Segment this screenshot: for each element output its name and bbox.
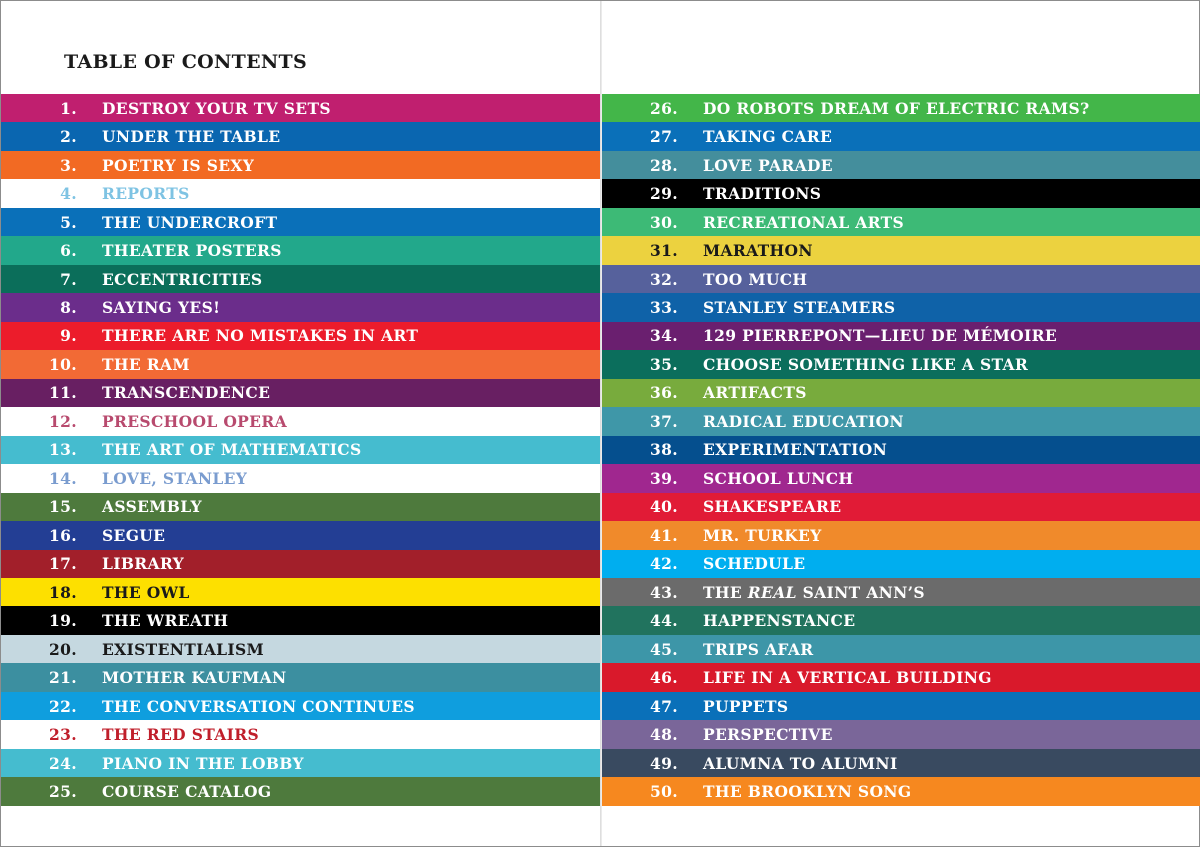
toc-entry (1, 379, 600, 407)
toc-entry (1, 94, 600, 122)
toc-entry-title: PIANO IN THE LOBBY (102, 753, 304, 773)
toc-entry (1, 464, 600, 492)
toc-column-left (1, 94, 600, 806)
toc-entry (602, 94, 1200, 122)
toc-entry (602, 208, 1200, 236)
toc-entry-number: 26. (649, 98, 678, 118)
toc-entry-title: THEATER POSTERS (102, 241, 282, 261)
toc-entry-number: 14. (48, 468, 77, 488)
toc-entry-title: LIBRARY (102, 554, 185, 574)
toc-entry-number: 3. (60, 155, 77, 175)
toc-entry-number: 21. (48, 668, 77, 688)
toc-entry (602, 493, 1200, 521)
toc-entry (1, 521, 600, 549)
toc-entry (602, 265, 1200, 293)
toc-entry (1, 151, 600, 179)
toc-entry (602, 236, 1200, 264)
toc-entry-number: 24. (48, 753, 77, 773)
toc-entry-number: 7. (60, 269, 77, 289)
toc-entry-number: 15. (48, 497, 77, 517)
toc-entry-number: 4. (60, 184, 77, 204)
toc-entry (602, 692, 1200, 720)
toc-entry-title: ARTIFACTS (703, 383, 807, 403)
toc-entry-number: 41. (649, 525, 678, 545)
toc-entry-title-part: SAINT ANN’S (796, 582, 925, 602)
toc-entry-number: 30. (649, 212, 678, 232)
toc-entry-number: 50. (649, 781, 678, 801)
toc-entry (1, 436, 600, 464)
toc-entry-number: 42. (649, 554, 678, 574)
toc-entry-title (703, 583, 925, 602)
toc-entry-title: TRANSCENDENCE (102, 383, 271, 403)
toc-entry-number: 20. (48, 639, 77, 659)
toc-entry-title: THE RAM (102, 354, 190, 374)
toc-entry-title: SAYING YES! (102, 298, 221, 318)
toc-entry (1, 578, 600, 606)
toc-entry (602, 436, 1200, 464)
toc-entry-number: 47. (649, 696, 678, 716)
toc-entry-title: TAKING CARE (703, 127, 833, 147)
toc-entry (602, 663, 1200, 691)
toc-entry (1, 293, 600, 321)
toc-entry-title: THE RED STAIRS (102, 725, 260, 745)
toc-entry-title: THE OWL (102, 582, 190, 602)
toc-entry-title: EXPERIMENTATION (703, 440, 888, 460)
toc-entry-number: 32. (649, 269, 678, 289)
toc-entry-number: 11. (48, 383, 77, 403)
toc-entry (602, 635, 1200, 663)
toc-entry-title: RADICAL EDUCATION (703, 411, 904, 431)
toc-entry-title: THE WREATH (102, 611, 229, 631)
toc-entry-number: 6. (60, 241, 77, 261)
toc-entry-number: 49. (649, 753, 678, 773)
toc-entry-number: 39. (649, 468, 678, 488)
page-title: TABLE OF CONTENTS (64, 51, 307, 73)
toc-entry (1, 720, 600, 748)
toc-entry-title: DESTROY YOUR TV SETS (102, 98, 331, 118)
toc-entry-number: 28. (649, 155, 678, 175)
toc-entry (1, 493, 600, 521)
toc-entry-number: 8. (60, 298, 77, 318)
toc-entry-title: 129 PIERREPONT—LIEU DE MÉMOIRE (703, 326, 1058, 346)
toc-entry (1, 179, 600, 207)
toc-entry-title: POETRY IS SEXY (102, 155, 255, 175)
toc-entry-title: THERE ARE NO MISTAKES IN ART (102, 326, 419, 346)
toc-entry-number: 46. (649, 668, 678, 688)
toc-entry (602, 521, 1200, 549)
toc-entry-title: SEGUE (102, 525, 166, 545)
toc-entry-title: THE UNDERCROFT (102, 212, 278, 232)
toc-entry-number: 13. (48, 440, 77, 460)
toc-entry (602, 578, 1200, 606)
toc-entry (602, 464, 1200, 492)
toc-entry (1, 606, 600, 634)
toc-entry-number: 2. (60, 127, 77, 147)
toc-entry-title: SCHEDULE (703, 554, 806, 574)
toc-entry (1, 550, 600, 578)
toc-entry (1, 265, 600, 293)
toc-entry (1, 777, 600, 805)
toc-entry (602, 749, 1200, 777)
toc-entry-number: 17. (48, 554, 77, 574)
toc-entry (602, 379, 1200, 407)
toc-entry (1, 663, 600, 691)
toc-entry (602, 606, 1200, 634)
toc-entry-number: 37. (649, 411, 678, 431)
toc-entry-title: TRADITIONS (703, 184, 822, 204)
toc-entry-number: 1. (60, 98, 77, 118)
toc-entry-title-part: THE (703, 582, 748, 602)
toc-entry-number: 19. (48, 611, 77, 631)
toc-entry-title: LOVE, STANLEY (102, 468, 248, 488)
toc-entry (1, 749, 600, 777)
toc-entry-number: 36. (649, 383, 678, 403)
toc-entry-number: 31. (649, 241, 678, 261)
toc-entry-title: CHOOSE SOMETHING LIKE A STAR (703, 354, 1029, 374)
toc-entry-title: EXISTENTIALISM (102, 639, 265, 659)
toc-entry-number: 25. (48, 781, 77, 801)
toc-entry-title: THE ART OF MATHEMATICS (102, 440, 362, 460)
toc-entry (1, 322, 600, 350)
toc-entry-number: 48. (649, 725, 678, 745)
toc-entry (602, 151, 1200, 179)
toc-entry (602, 550, 1200, 578)
toc-entry-number: 40. (649, 497, 678, 517)
toc-entry-number: 16. (48, 525, 77, 545)
toc-entry-title: ECCENTRICITIES (102, 269, 263, 289)
toc-entry-title: ALUMNA TO ALUMNI (703, 753, 898, 773)
toc-entry-title: LOVE PARADE (703, 155, 833, 175)
toc-entry (602, 407, 1200, 435)
toc-entry-number: 44. (649, 611, 678, 631)
toc-entry-number: 33. (649, 298, 678, 318)
toc-entry-number: 10. (48, 354, 77, 374)
toc-entry-title: TOO MUCH (703, 269, 808, 289)
toc-entry-number: 9. (60, 326, 77, 346)
toc-entry-title: RECREATIONAL ARTS (703, 212, 904, 232)
toc-column-right (602, 94, 1200, 806)
toc-entry-title: THE BROOKLYN SONG (703, 781, 912, 801)
toc-entry-title: LIFE IN A VERTICAL BUILDING (703, 668, 992, 688)
toc-entry-title: MOTHER KAUFMAN (102, 668, 287, 688)
toc-entry-title: SCHOOL LUNCH (703, 468, 854, 488)
toc-entry-number: 23. (48, 725, 77, 745)
toc-entry-title-italic: REAL (747, 582, 797, 602)
toc-entry-number: 27. (649, 127, 678, 147)
toc-entry-title: ASSEMBLY (102, 497, 202, 517)
toc-entry-number: 12. (48, 411, 77, 431)
toc-entry-number: 45. (649, 639, 678, 659)
toc-entry-title: THE CONVERSATION CONTINUES (102, 696, 415, 716)
toc-entry-number: 38. (649, 440, 678, 460)
toc-entry (602, 350, 1200, 378)
toc-entry (1, 350, 600, 378)
toc-entry-title: REPORTS (102, 184, 190, 204)
toc-entry-number: 43. (649, 582, 678, 602)
toc-entry (1, 635, 600, 663)
toc-entry-title: PRESCHOOL OPERA (102, 411, 287, 431)
toc-entry (1, 236, 600, 264)
toc-entry-title: HAPPENSTANCE (703, 611, 856, 631)
toc-entry-title: PUPPETS (703, 696, 789, 716)
toc-entry-number: 5. (60, 212, 77, 232)
toc-entry-title: TRIPS AFAR (703, 639, 814, 659)
toc-entry (1, 122, 600, 150)
toc-entry (602, 322, 1200, 350)
toc-entry (602, 122, 1200, 150)
toc-entry (602, 179, 1200, 207)
toc-entry (602, 720, 1200, 748)
toc-entry-number: 29. (649, 184, 678, 204)
toc-entry (602, 777, 1200, 805)
toc-entry-title: DO ROBOTS DREAM OF ELECTRIC RAMS? (703, 98, 1090, 118)
toc-entry-title: MARATHON (703, 241, 813, 261)
toc-entry-title: PERSPECTIVE (703, 725, 833, 745)
toc-entry (1, 208, 600, 236)
toc-entry-number: 34. (649, 326, 678, 346)
toc-entry (1, 692, 600, 720)
toc-entry-title: MR. TURKEY (703, 525, 822, 545)
toc-entry-title: UNDER THE TABLE (102, 127, 281, 147)
toc-entry-title: STANLEY STEAMERS (703, 298, 896, 318)
toc-entry-number: 35. (649, 354, 678, 374)
toc-entry-title: COURSE CATALOG (102, 781, 272, 801)
toc-entry-number: 18. (48, 582, 77, 602)
toc-entry (602, 293, 1200, 321)
toc-entry-title: SHAKESPEARE (703, 497, 842, 517)
toc-entry (1, 407, 600, 435)
toc-entry-number: 22. (48, 696, 77, 716)
